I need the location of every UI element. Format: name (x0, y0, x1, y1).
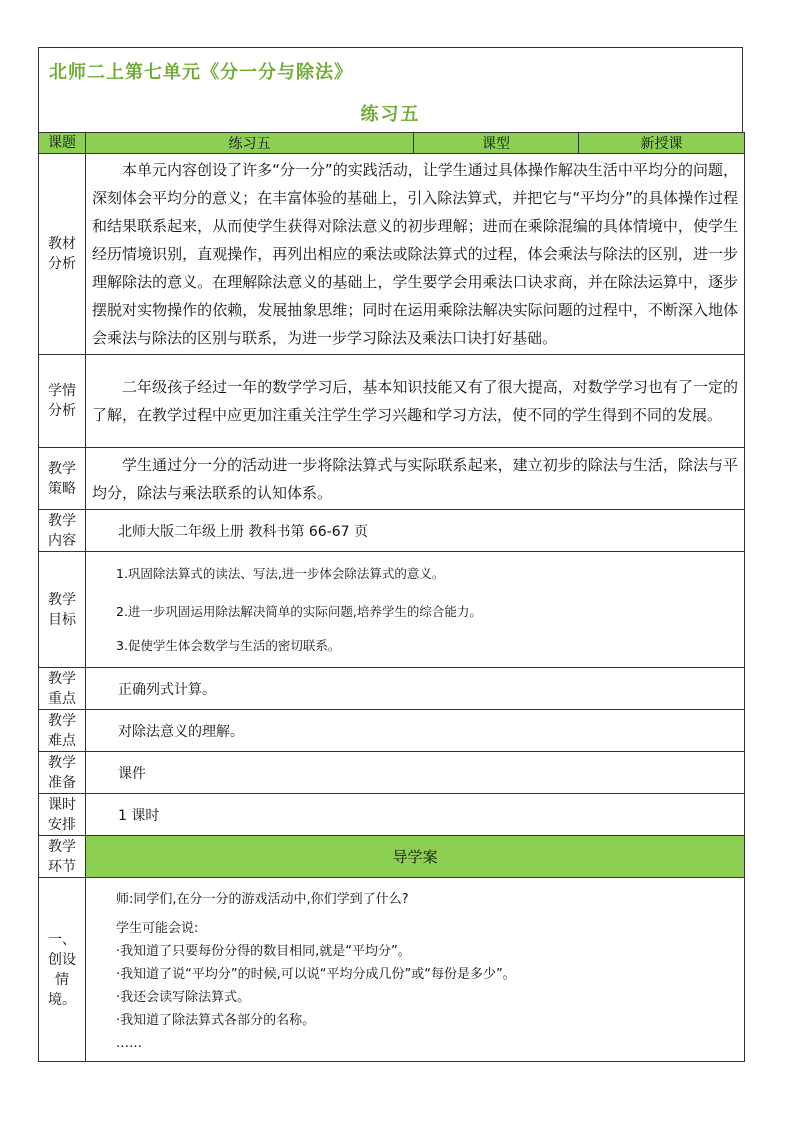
dialog-line: 学生可能会说: (116, 921, 199, 936)
materials-text: 本单元内容创设了许多“分一分”的实践活动，让学生通过具体操作解决生活中平均分的问题，深刻体会平均分的意义；在丰富体验的基础上，引入除法算式，并把它与“平均分”的具体操作过程和结果联系起来，从而使学生获得对除法意义的初步理解；进而在乘除混编的具体情境中，使学生经历情境识别，直观操作，再列出相应的乘法或除法算式的过程，体会乘法与除法的区别，进一步理解除法的意义。在理解除法意义的基础上，学生要学会用乘法口诀求商，并在除法运算中，逐步摆脱对实物操作的依赖，发展抽象思维；同时在运用乘除法解决实际问题的过程中，不断深入地体会乘法与除法的区别与联系，为进一步学习除法及乘法口诀打好基础。 (86, 154, 745, 355)
materials-label: 教材 分析 (39, 154, 86, 355)
step1-content (86, 878, 745, 1062)
dialog-line: ·我知道了只要每份分得的数目相同,就是“平均分”。 (116, 944, 411, 959)
preparation-text: 课件 (86, 752, 745, 794)
dialog-line: 师:同学们,在分一分的游戏活动中,你们学到了什么? (116, 892, 409, 907)
dialog-line: ·我知道了说“平均分”的时候,可以说“平均分成几份”或“每份是多少”。 (116, 967, 516, 982)
key-points-text: 正确列式计算。 (86, 668, 745, 710)
lesson-plan-table (38, 132, 745, 1062)
schedule-row (39, 794, 745, 836)
process-label: 教学 环节 (39, 836, 86, 878)
preparation-label: 教学 准备 (39, 752, 86, 794)
students-label: 学情 分析 (39, 355, 86, 448)
type-label: 课型 (414, 133, 579, 154)
goals-row (39, 552, 745, 668)
students-text: 二年级孩子经过一年的数学学习后，基本知识技能又有了很大提高，对数学学习也有了一定的了解，在教学过程中应更加注重关注学生学习兴趣和学习方法，使不同的学生得到不同的发展。 (86, 355, 745, 448)
document-subtitle: 练习五 (360, 104, 421, 125)
goals-list (86, 552, 745, 668)
key-points-row (39, 668, 745, 710)
process-row (39, 836, 745, 878)
document-header (38, 47, 743, 132)
content-label: 教学 内容 (39, 510, 86, 552)
difficulties-row (39, 710, 745, 752)
dialog-line: ·我知道了除法算式各部分的名称。 (116, 1013, 316, 1028)
students-row (39, 355, 745, 448)
goal-item: 2.进一步巩固运用除法解决简单的实际问题,培养学生的综合能力。 (116, 603, 482, 619)
strategy-text: 学生通过分一分的活动进一步将除法算式与实际联系起来，建立初步的除法与生活，除法与平均分，除法与乘法联系的认知体系。 (86, 448, 745, 510)
dialog-line: ·我还会读写除法算式。 (116, 990, 251, 1005)
content-row (39, 510, 745, 552)
strategy-label: 教学 策略 (39, 448, 86, 510)
lesson-plan-page (38, 47, 743, 1062)
meta-row (39, 133, 745, 154)
goal-item: 1.巩固除法算式的读法、写法,进一步体会除法算式的意义。 (116, 565, 445, 581)
document-title: 北师二上第七单元《分一分与除法》 (49, 62, 353, 83)
step1-label: 一、 创设 情 境。 (39, 878, 86, 1062)
key-points-label: 教学 重点 (39, 668, 86, 710)
difficulties-label: 教学 难点 (39, 710, 86, 752)
goal-item: 3.促使学生体会数学与生活的密切联系。 (116, 637, 341, 653)
schedule-label: 课时 安排 (39, 794, 86, 836)
topic-label: 课题 (39, 133, 86, 154)
content-text: 北师大版二年级上册 教科书第 66-67 页 (86, 510, 745, 552)
materials-row (39, 154, 745, 355)
schedule-text: 1 课时 (86, 794, 745, 836)
dialog-line: …… (116, 1036, 142, 1051)
type-value: 新授课 (579, 133, 745, 154)
step1-row (39, 878, 745, 1062)
topic-value: 练习五 (86, 133, 414, 154)
goals-label: 教学 目标 (39, 552, 86, 668)
process-header: 导学案 (86, 836, 745, 878)
difficulties-text: 对除法意义的理解。 (86, 710, 745, 752)
strategy-row (39, 448, 745, 510)
preparation-row (39, 752, 745, 794)
